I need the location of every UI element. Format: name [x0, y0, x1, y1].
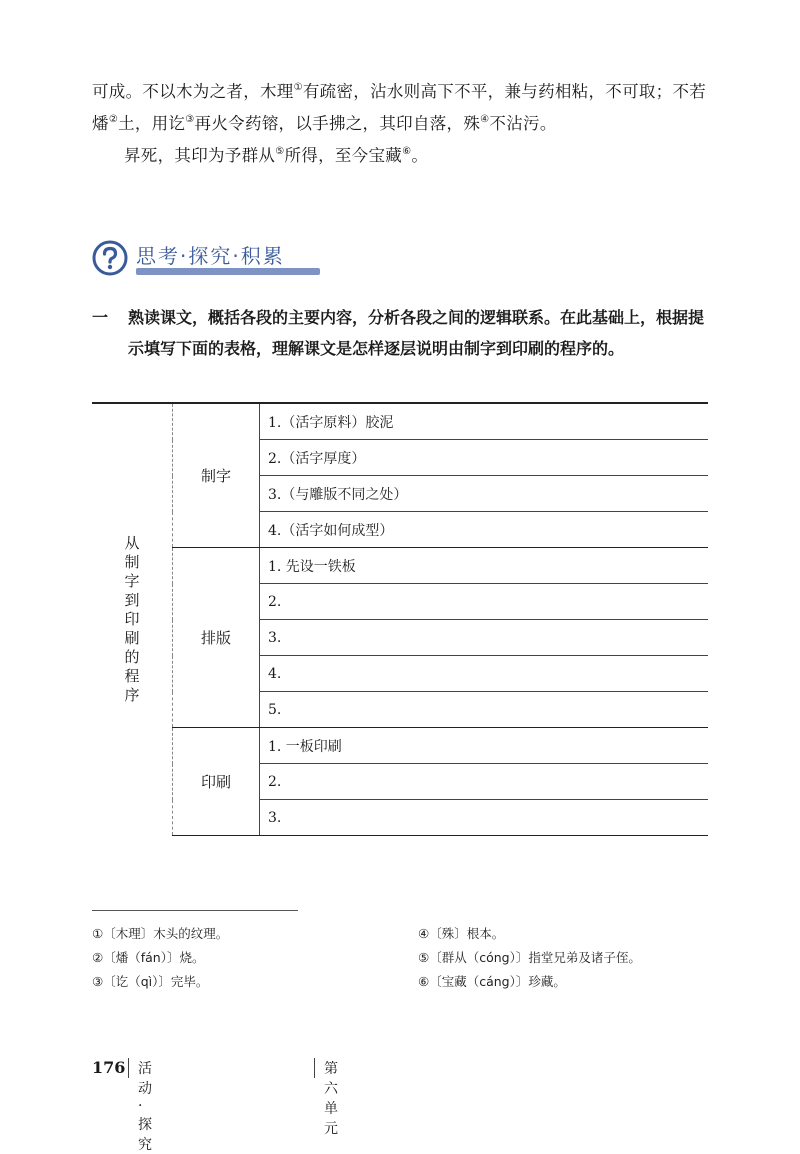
footnote-marker: ②: [108, 114, 119, 125]
footnote-item: ①〔木理〕木头的纹理。: [92, 926, 229, 941]
text-run: 可成。不以木为之者，木理: [92, 82, 294, 101]
table-item-cell: 2.: [260, 764, 709, 800]
table-item-cell: 3.: [260, 620, 709, 656]
table-row: [92, 728, 708, 764]
task-number: 一: [92, 308, 109, 327]
text-run: 土，用讫: [118, 114, 186, 133]
table-item-cell: 1.（活字原料）胶泥: [260, 403, 709, 440]
program-table: [92, 402, 708, 836]
table-item-cell: 4.（活字如何成型）: [260, 512, 709, 548]
table-item-cell: 1. 一板印刷: [260, 728, 709, 764]
footnote-divider: [92, 910, 298, 911]
footnote-marker: ⑤: [275, 146, 285, 157]
heading-underline-bar: [136, 268, 320, 275]
text-run: 所得，至今宝藏: [284, 146, 403, 165]
main-label-text: 从制字到印刷的程序: [124, 534, 140, 705]
task-text: 熟读课文，概括各段的主要内容，分析各段之间的逻辑联系。在此基础上，根据提示填写下面的表格，理解课文是怎样逐层说明由制字到印刷的程序的。: [128, 308, 705, 358]
footer-unit: 第六单元: [324, 1061, 338, 1137]
table-item-cell: 3.: [260, 800, 709, 836]
text-run: 昇死，其印为予群从: [124, 146, 276, 165]
text-run: 有疏密，沾水则高下不平，兼与药相粘，不可取；不若燔: [92, 82, 707, 133]
footnote-marker: ⑥: [402, 146, 412, 157]
section-heading: [92, 236, 332, 280]
page-number: 176: [92, 1058, 126, 1077]
table-item-cell: 3.（与雕版不同之处）: [260, 476, 709, 512]
table-section-label: 排版: [173, 548, 260, 728]
footer-section: 活动·探究: [138, 1061, 152, 1153]
footer-divider: [128, 1058, 129, 1078]
table-section-label: 制字: [173, 403, 260, 548]
footnote-item: ⑥〔宝藏（cáng）〕珍藏。: [418, 974, 566, 989]
text-run: 。: [411, 146, 429, 165]
footnote-item: ②〔燔（fán）〕烧。: [92, 950, 205, 965]
footnote-item: ④〔殊〕根本。: [418, 926, 505, 941]
footnote-marker: ④: [480, 114, 490, 125]
body-paragraph-2: [124, 140, 714, 172]
footnotes-left: [92, 922, 228, 994]
table-row: [92, 403, 708, 440]
footnote-marker: ①: [293, 82, 303, 93]
heading-title: 思考·探究·积累: [136, 244, 285, 268]
question-mark-icon: [92, 240, 128, 276]
table-item-cell: 4.: [260, 656, 709, 692]
body-paragraph-1: [92, 76, 714, 140]
table-item-cell: 2.: [260, 584, 709, 620]
footnotes-right: [418, 922, 641, 994]
footnote-item: ⑤〔群从（cóng）〕指堂兄弟及诸子侄。: [418, 950, 641, 965]
table-row: [92, 548, 708, 584]
table-item-cell: 1. 先设一铁板: [260, 548, 709, 584]
footnote-item: ③〔讫（qì）〕完毕。: [92, 974, 209, 989]
table-section-label: 印刷: [173, 728, 260, 836]
text-run: 不沾污。: [489, 114, 557, 133]
table-main-label: [92, 403, 173, 836]
footnote-marker: ③: [185, 114, 195, 125]
footer-divider: [314, 1058, 315, 1078]
text-run: 再火令药镕，以手拂之，其印自落，殊: [194, 114, 481, 133]
table-item-cell: 2.（活字厚度）: [260, 440, 709, 476]
table-item-cell: 5.: [260, 692, 709, 728]
